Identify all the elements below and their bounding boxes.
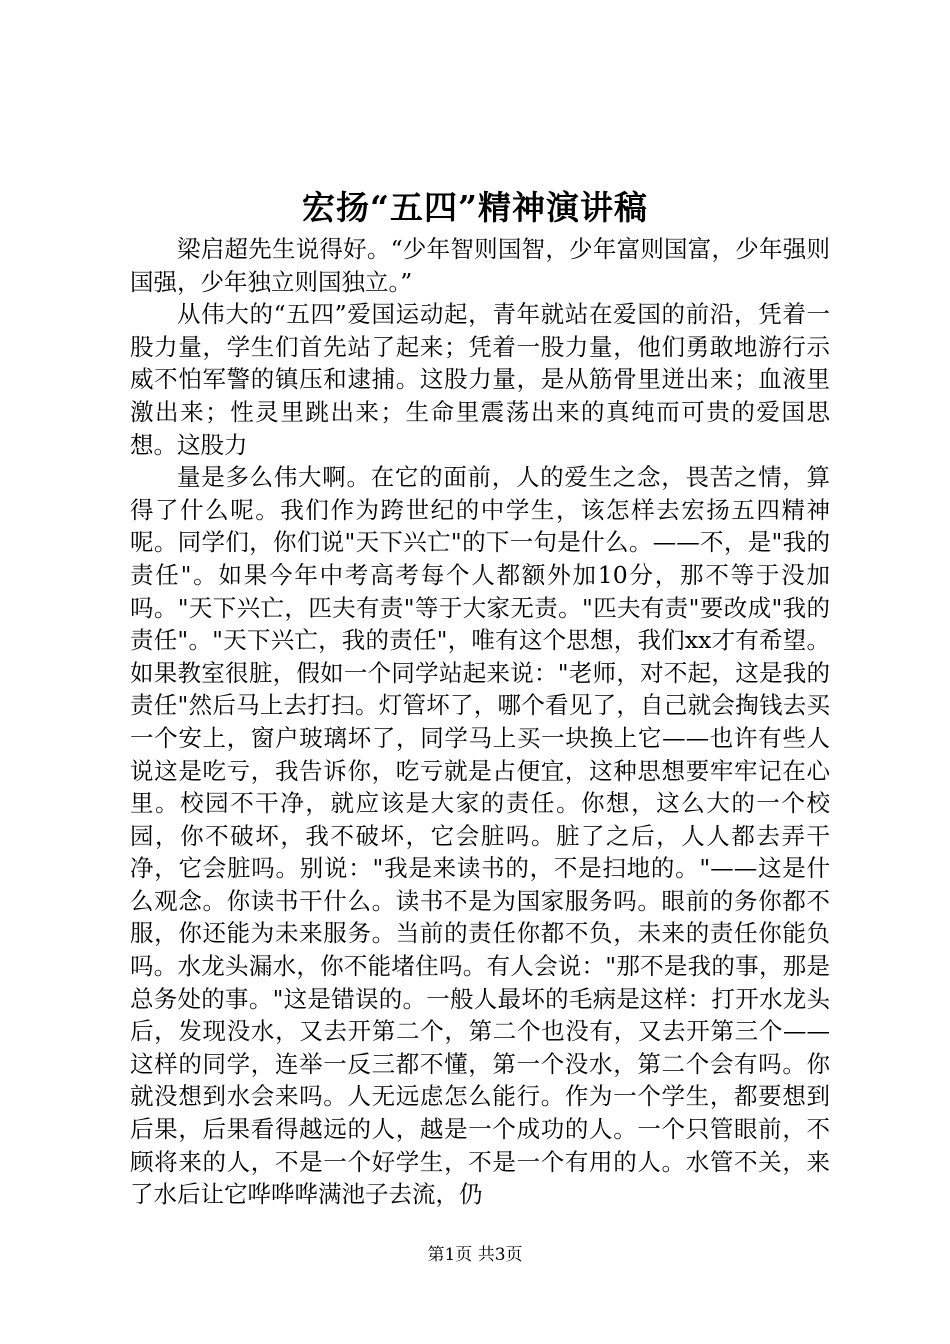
paragraph-2: 从伟大的“五四”爱国运动起，青年就站在爱国的前沿，凭着一股力量，学生们首先站了起来；凭着一股力量，他们勇敢地游行示威不怕军警的镇压和逮捕。这股力量，是从筋骨里迸出来；血液里激出来；性灵里跳出来；生命里震荡出来的真纯而可贵的爱国思想。这股力 <box>130 300 830 459</box>
page-number-footer: 第1页 共3页 <box>427 1245 523 1265</box>
document-body <box>130 233 830 1211</box>
paragraph-3: 量是多么伟大啊。在它的面前，人的爱生之念，畏苦之情，算得了什么呢。我们作为跨世纪的中学生，该怎样去宏扬五四精神呢。同学们，你们说"天下兴亡"的下一句是什么。——不，是"我的责任"。如果今年中考高考每个人都额外加10分，那不等于没加吗。"天下兴亡，匹夫有责"等于大家无责。"匹夫有责"要改成"我的责任"。"天下兴亡，我的责任"，唯有这个思想，我们xx才有希望。如果教室很脏，假如一个同学站起来说："老师，对不起，这是我的责任"然后马上去打扫。灯管坏了，哪个看见了，自己就会掏钱去买一个安上，窗户玻璃坏了，同学马上买一块换上它——也许有些人说这是吃亏，我告诉你，吃亏就是占便宜，这种思想要牢牢记在心里。校园不干净，就应该是大家的责任。你想，这么大的一个校园，你不破坏，我不破坏，它会脏吗。脏了之后，人人都去弄干净，它会脏吗。别说："我是来读书的，不是扫地的。"——这是什么观念。你读书干什么。读书不是为国家服务吗。眼前的务你都不服，你还能为未来服务。当前的责任你都不负，未来的责任你能负吗。水龙头漏水，你不能堵住吗。有人会说："那不是我的事，那是总务处的事。"这是错误的。一般人最坏的毛病是这样：打开水龙头后，发现没水，又去开第二个，第二个也没有，又去开第三个——这样的同学，连举一反三都不懂，第一个没水，第二个会有吗。你就没想到水会来吗。人无远虑怎么能行。作为一个学生，都要想到后果，后果看得越远的人，越是一个成功的人。一个只管眼前，不顾将来的人，不是一个好学生，不是一个有用的人。水管不关，来了水后让它哗哗哗满池子去流，仍 <box>130 463 830 1209</box>
document-title: 宏扬“五四”精神演讲稿 <box>302 188 648 227</box>
paragraph-1: 梁启超先生说得好。“少年智则国智，少年富则国富，少年强则国强，少年独立则国独立。” <box>130 235 830 296</box>
